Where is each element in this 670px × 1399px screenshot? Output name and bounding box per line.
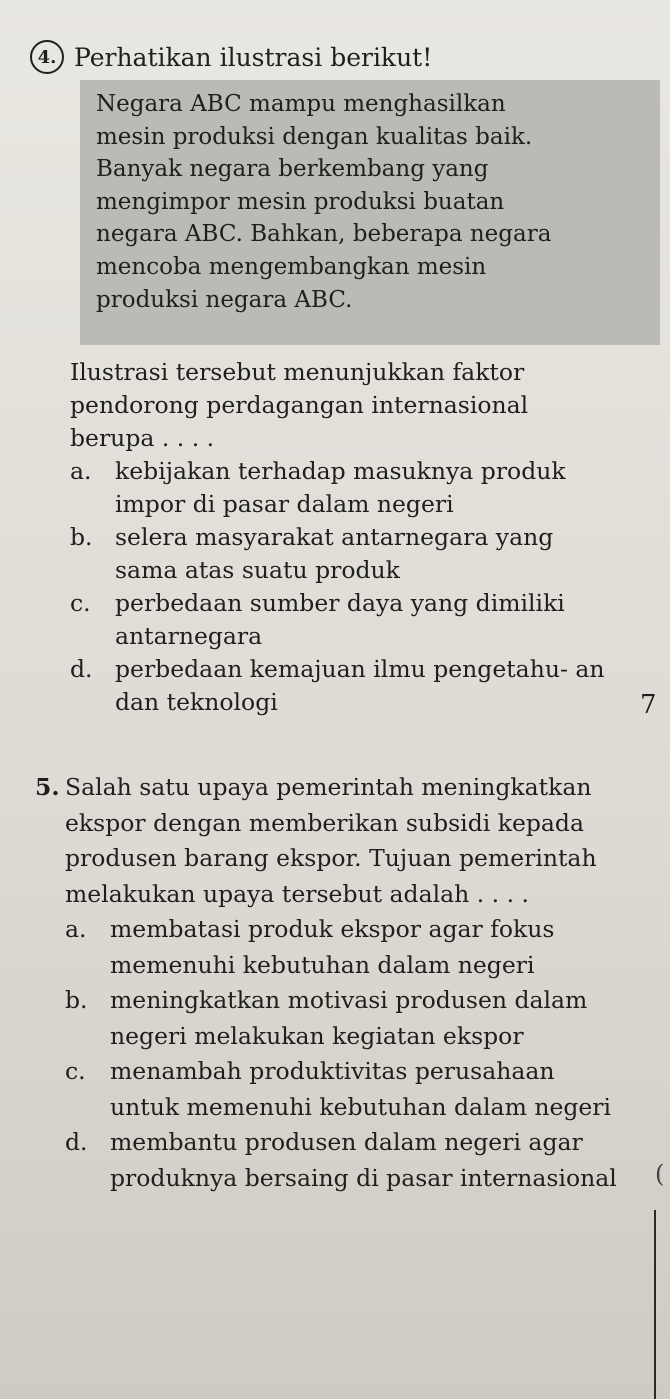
question-4-stem: Ilustrasi tersebut menunjukkan faktor pendorong perdagangan internasional berupa . . . .: [70, 358, 529, 452]
question-4-options: [70, 455, 615, 719]
option-label: b.: [70, 523, 93, 551]
question-5: [35, 770, 630, 1196]
option-text: menambah produktivitas perusahaan untuk memenuhi kebutuhan dalam negeri: [110, 1057, 612, 1121]
option-4b[interactable]: [70, 521, 615, 587]
question-4-instruction: Perhatikan ilustrasi berikut!: [74, 42, 433, 72]
option-label: d.: [65, 1128, 88, 1156]
question-4-header: [30, 40, 432, 74]
option-label: c.: [65, 1057, 86, 1085]
page-edge-line: [654, 1210, 656, 1399]
option-text: selera masyarakat antarnegara yang sama atas suatu produk: [115, 523, 554, 584]
option-label: d.: [70, 655, 93, 683]
option-text: membatasi produk ekspor agar fokus memenuhi kebutuhan dalam negeri: [110, 915, 555, 979]
option-text: kebijakan terhadap masuknya produk impor di pasar dalam negeri: [115, 457, 566, 518]
option-5c[interactable]: [65, 1054, 630, 1125]
question-5-number: 5.: [35, 773, 60, 801]
option-text: perbedaan sumber daya yang dimiliki antarnegara: [115, 589, 565, 650]
question-4-number: 4.: [30, 40, 64, 74]
question-4-body: [70, 356, 615, 719]
option-label: a.: [70, 457, 92, 485]
option-text: meningkatkan motivasi produsen dalam negeri melakukan kegiatan ekspor: [110, 986, 588, 1050]
option-label: a.: [65, 915, 87, 943]
illustration-text: Negara ABC mampu menghasilkan mesin produksi dengan kualitas baik. Banyak negara berkembang yang mengimpor mesin produksi buatan negara ABC. Bahkan, beberapa negara mencoba mengembangkan mesin produksi negara ABC.: [96, 91, 552, 313]
option-5b[interactable]: [65, 983, 630, 1054]
option-4d[interactable]: [70, 653, 615, 719]
margin-mark: (: [655, 1160, 665, 1188]
option-label: c.: [70, 589, 91, 617]
question-5-options: [65, 912, 630, 1196]
option-4c[interactable]: [70, 587, 615, 653]
option-text: perbedaan kemajuan ilmu pengetahu- an dan teknologi: [115, 655, 605, 716]
option-4a[interactable]: [70, 455, 615, 521]
question-5-stem: Salah satu upaya pemerintah meningkatkan ekspor dengan memberikan subsidi kepada produsen barang ekspor. Tujuan pemerintah melakukan upaya tersebut adalah . . . .: [65, 773, 597, 908]
option-label: b.: [65, 986, 88, 1014]
option-5a[interactable]: [65, 912, 630, 983]
option-text: membantu produsen dalam negeri agar produknya bersaing di pasar internasional: [110, 1128, 617, 1192]
margin-mark: 7: [640, 690, 657, 720]
option-5d[interactable]: [65, 1125, 630, 1196]
